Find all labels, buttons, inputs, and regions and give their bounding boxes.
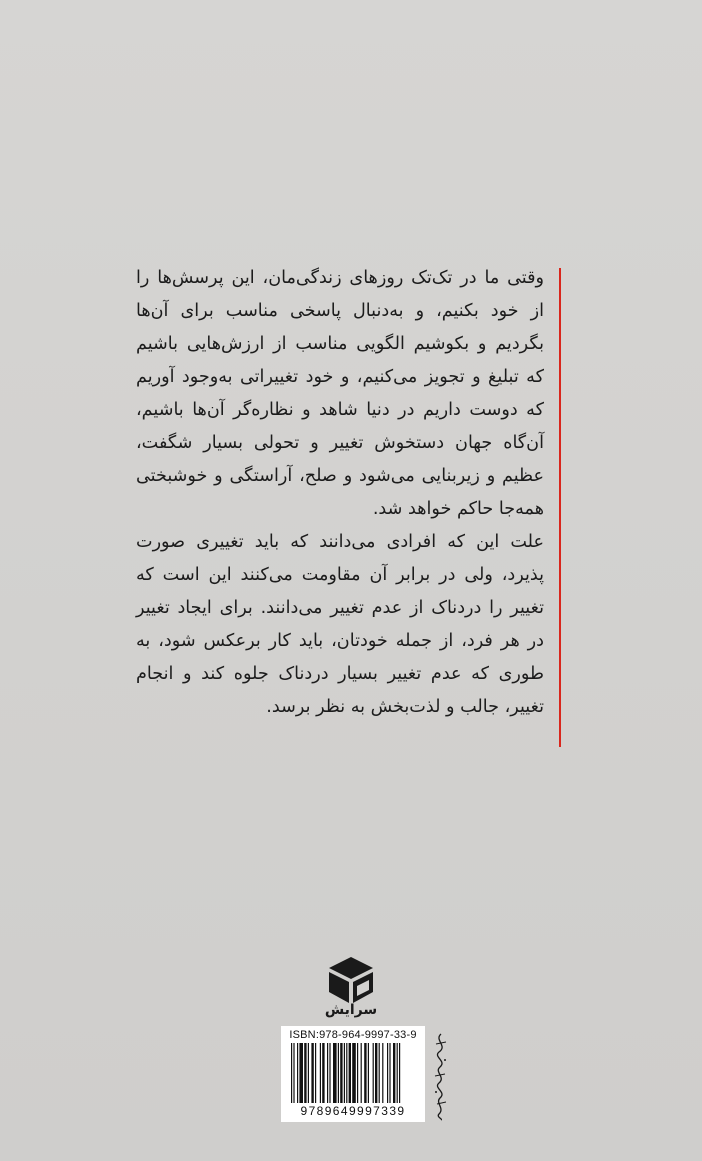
- barcode-bar: [389, 1043, 390, 1103]
- publisher-logo-icon: [326, 955, 376, 1005]
- barcode-bar: [322, 1043, 324, 1103]
- accent-vertical-bar: [559, 268, 561, 747]
- barcode-bar: [344, 1043, 345, 1103]
- barcode-bar: [382, 1043, 383, 1103]
- barcode-bar: [375, 1043, 377, 1103]
- barcode-bar: [393, 1043, 395, 1103]
- barcode-bar: [373, 1043, 374, 1103]
- barcode-bar: [293, 1043, 294, 1103]
- barcode-bar: [333, 1043, 337, 1103]
- blurb-text: [136, 262, 544, 724]
- signature-icon: [430, 1030, 452, 1122]
- barcode-bar: [308, 1043, 309, 1103]
- barcode-bar: [352, 1043, 356, 1103]
- barcode-panel: [281, 1026, 425, 1122]
- barcode-bar: [399, 1043, 400, 1103]
- barcode-bar: [364, 1043, 366, 1103]
- barcode-bar: [368, 1043, 369, 1103]
- barcode-icon: [289, 1043, 417, 1103]
- barcode-bar: [304, 1043, 306, 1103]
- barcode-bar: [315, 1043, 316, 1103]
- blurb-paragraph-1: وقتی ما در تک‌تک روزهای زندگی‌مان، این پرسش‌ها را از خود بکنیم، و به‌دنبال پاسخی مناسب برای آن‌ها بگردیم و بکوشیم الگویی مناسب از ارزش‌هایی باشیم که تبلیغ و تجویز می‌کنیم، و خود تغییراتی به‌وجود آوریم که دوست داریم در دنیا شاهد و نظاره‌گر آن‌ها باشیم، آن‌گاه جهان دستخوش تغییر و تحولی بسیار شگفت، عظیم و زیربنایی می‌شود و صلح، آراستگی و خوشبختی همه‌جا حاکم خواهد شد.: [136, 268, 544, 519]
- barcode-bar: [297, 1043, 298, 1103]
- barcode-bar: [327, 1043, 328, 1103]
- barcode-bar: [320, 1043, 321, 1103]
- barcode-bar: [340, 1043, 342, 1103]
- barcode-bar: [349, 1043, 351, 1103]
- barcode-bar: [311, 1043, 313, 1103]
- isbn-label: ISBN:978-964-9997-33-9: [289, 1029, 417, 1041]
- blurb-paragraph-2: علت این که افرادی می‌دانند که باید تغییری صورت پذیرد، ولی در برابر آن مقاومت می‌کنند این است که تغییر را دردناک از عدم تغییر می‌دانند. برای ایجاد تغییر در هر فرد، از جمله خودتان، باید کار برعکس شود، به طوری که عدم تغییر بسیار دردناک جلوه کند و انجام تغییر، جالب و لذت‌بخش به نظر برسد.: [136, 532, 544, 717]
- barcode-bar: [387, 1043, 388, 1103]
- barcode-bar: [357, 1043, 358, 1103]
- barcode-bar: [379, 1043, 380, 1103]
- barcode-digits: 9789649997339: [300, 1104, 406, 1118]
- barcode-bar: [299, 1043, 303, 1103]
- barcode-bar: [361, 1043, 362, 1103]
- barcode-bar: [329, 1043, 330, 1103]
- barcode-bar: [397, 1043, 398, 1103]
- publisher-name: سرایش: [324, 1002, 378, 1018]
- barcode-bar: [346, 1043, 347, 1103]
- barcode-bar: [338, 1043, 339, 1103]
- barcode-bar: [291, 1043, 292, 1103]
